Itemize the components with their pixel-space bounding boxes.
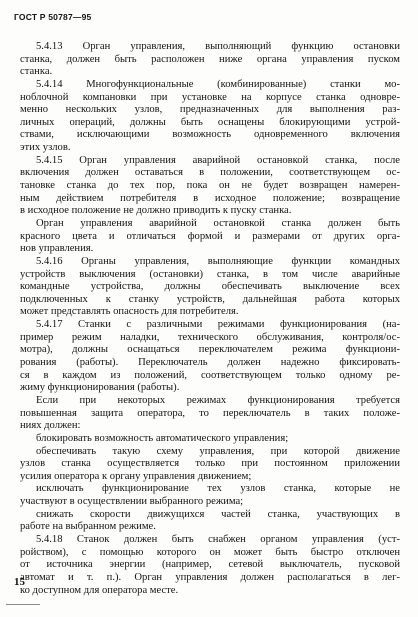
text-line: 5.4.18 Станок должен быть снабжен органом управления (уст- [36,533,400,545]
text-line: 5.4.13 Орган управления, выполняющий функцию остановки [36,41,400,52]
text-line: командные устройства, должны обеспечивать выключение всех [20,281,400,293]
text-line: ствами, исключающими возможность одновременного включения [20,129,400,141]
text-line: включения должен оставаться в положении, соответствующем ос- [20,167,400,179]
text-line: может представлять опасность для потребителя. [20,306,239,318]
page-header: ГОСТ Р 50787—95 [14,12,92,22]
text-line: станка, должен быть расположен ниже органа управления пуском [20,53,400,65]
text-line: нов управления. [20,243,94,255]
text-line: ко доступном для оператора месте. [20,584,179,596]
document-body [20,41,400,597]
text-line: станка. [20,66,53,78]
text-line: пример режим наладки, технического обслуживания, контроля/ос- [20,331,400,343]
text-line: автомат и т. п.). Орган управления должен располагаться в лег- [20,571,400,583]
text-line: 5.4.14 Многофункциональные (комбинированные) станки мо- [36,78,400,90]
scan-mark [6,604,40,605]
text-line: 5.4.17 Станки с различными режимами функционирования (на- [36,319,400,331]
text-line: исключать функционирование тех узлов станка, которые не [36,483,400,495]
text-line: тановке станка до тех пор, пока он не будет возвращен намерен- [20,180,400,192]
text-line: ройством), с помощью которого он может быть быстро отключен [20,546,400,558]
text-line: участвуют в осуществлении выбранного режима; [20,496,244,508]
text-line: узлов станка осуществляется только при постоянном приложении [20,458,400,470]
text-line: мотра), должны оснащаться переключателем режима функциони- [20,344,400,356]
text-line: подключенных к станку устройств, дальнейшая работа которых [20,293,400,305]
text-line: снижать скорости движущихся частей станка, участвующих в [36,508,400,520]
text-line: красного цвета и отличаться формой и размерами от других орга- [20,230,400,242]
text-line: Орган управления аварийной остановкой станка должен быть [36,217,400,229]
text-line: 5.4.15 Орган управления аварийной остановкой станка, после [36,154,400,166]
text-line: блокировать возможность автоматического управления; [36,432,289,444]
text-line: рования (работы). Переключатель должен надежно фиксировать- [20,357,400,369]
text-line: 5.4.16 Органы управления, выполняющие функции командных [36,255,400,267]
text-line: ся в каждом из положений, соответствующем только одному ре- [20,369,400,381]
text-line: ниях должен: [20,420,81,432]
text-line: обеспечивать такую схему управления, при которой движение [36,445,400,457]
text-line: жиму функционирования (работы). [20,382,180,394]
text-line: ным действием потребителя в исходное положение; возвращение [20,192,400,204]
text-line: устройств выключения (остановки) станка, в том числе аварийные [20,268,400,280]
text-line: этих узлов. [20,142,71,154]
text-line: личных операций, должны быть оснащены блокирующими устрой- [20,116,400,128]
text-line: ноблочной компановки при установке на корпусе станка одновре- [20,91,400,103]
text-line: работе на выбранном режиме. [20,521,156,533]
text-line: повышенная защита оператора, то переключатель в таких положе- [20,407,400,419]
page-number: 15 [14,576,25,588]
text-line: Если при некоторых режимах функционирования требуется [36,394,400,406]
text-line: в исходное положение не должно приводить к пуску станка. [20,205,292,217]
text-line: от источника энергии (например, сетевой выключатель, пусковой [20,559,400,571]
text-line: менно нескольких узлов, предназначенных для выполнения раз- [20,104,400,116]
text-line: усилия оператора к органу управления движением; [20,470,252,482]
